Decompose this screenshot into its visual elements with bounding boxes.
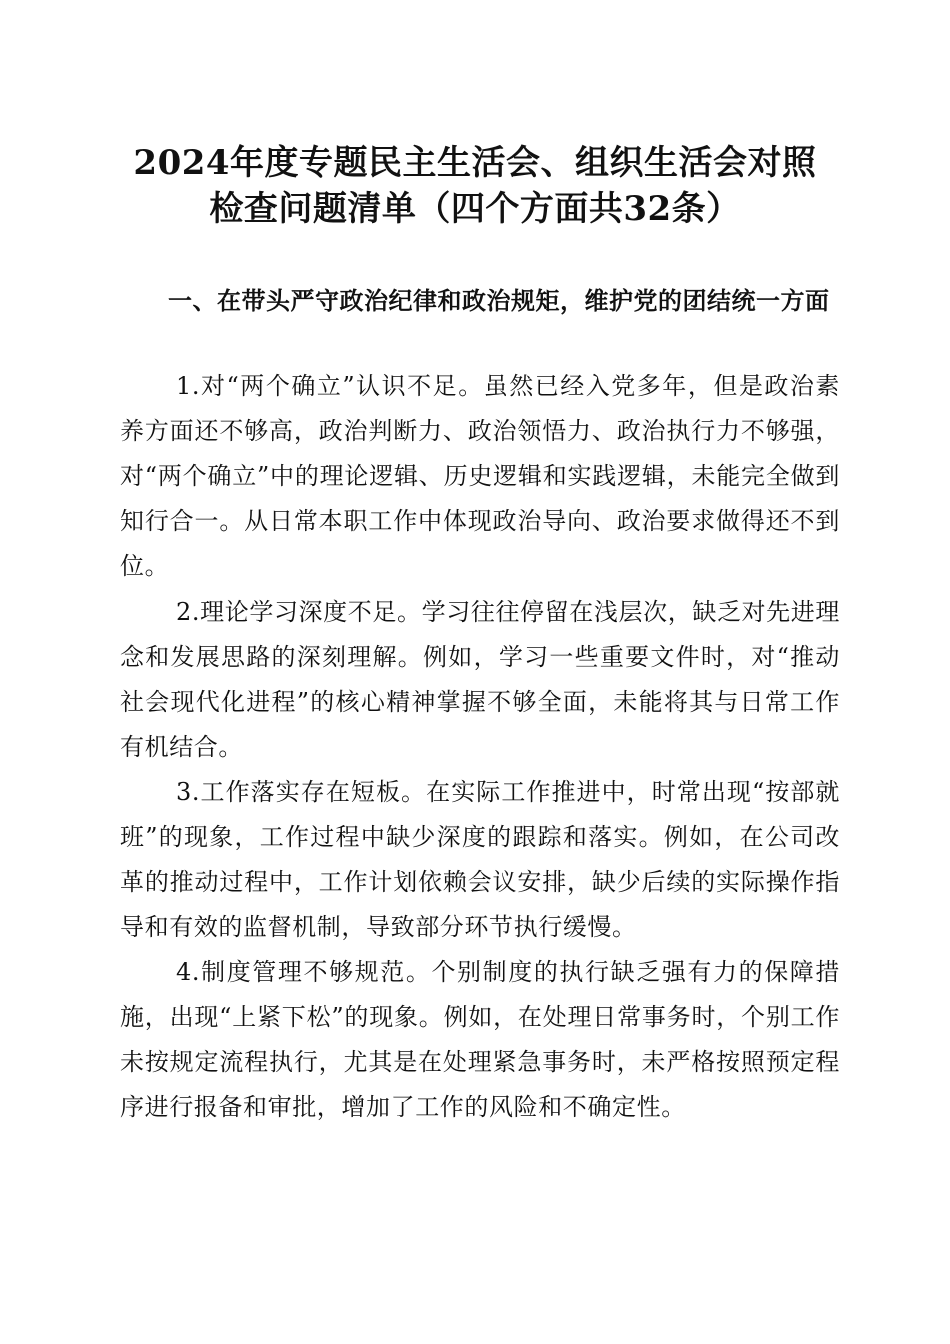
paragraph-item-3: 3.工作落实存在短板。在实际工作推进中，时常出现“按部就班”的现象，工作过程中缺少深度的跟踪和落实。例如，在公司改革的推动过程中，工作计划依赖会议安排，缺少后续的实际操作指导和有效的监督机制，导致部分环节执行缓慢。: [120, 778, 840, 941]
paragraph-item-4: 4.制度管理不够规范。个别制度的执行缺乏强有力的保障措施，出现“上紧下松”的现象。例如，在处理日常事务时，个别工作未按规定流程执行，尤其是在处理紧急事务时，未严格按照预定程序进行报备和审批，增加了工作的风险和不确定性。: [120, 958, 840, 1121]
document-title-line-1: 2024年度专题民主生活会、组织生活会对照: [133, 143, 817, 183]
section-heading: 一、在带头严守政治纪律和政治规矩，维护党的团结统一方面: [168, 287, 830, 315]
paragraph-item-1: 1.对“两个确立”认识不足。虽然已经入党多年，但是政治素养方面还不够高，政治判断力、政治领悟力、政治执行力不够强，对“两个确立”中的理论逻辑、历史逻辑和实践逻辑，未能完全做到知行合一。从日常本职工作中体现政治导向、政治要求做得还不到位。: [120, 372, 840, 580]
document-title-line-2: 检查问题清单（四个方面共32条）: [209, 189, 741, 229]
paragraph-item-2: 2.理论学习深度不足。学习往往停留在浅层次，缺乏对先进理念和发展思路的深刻理解。例如，学习一些重要文件时，对“推动社会现代化进程”的核心精神掌握不够全面，未能将其与日常工作有机结合。: [120, 598, 840, 761]
